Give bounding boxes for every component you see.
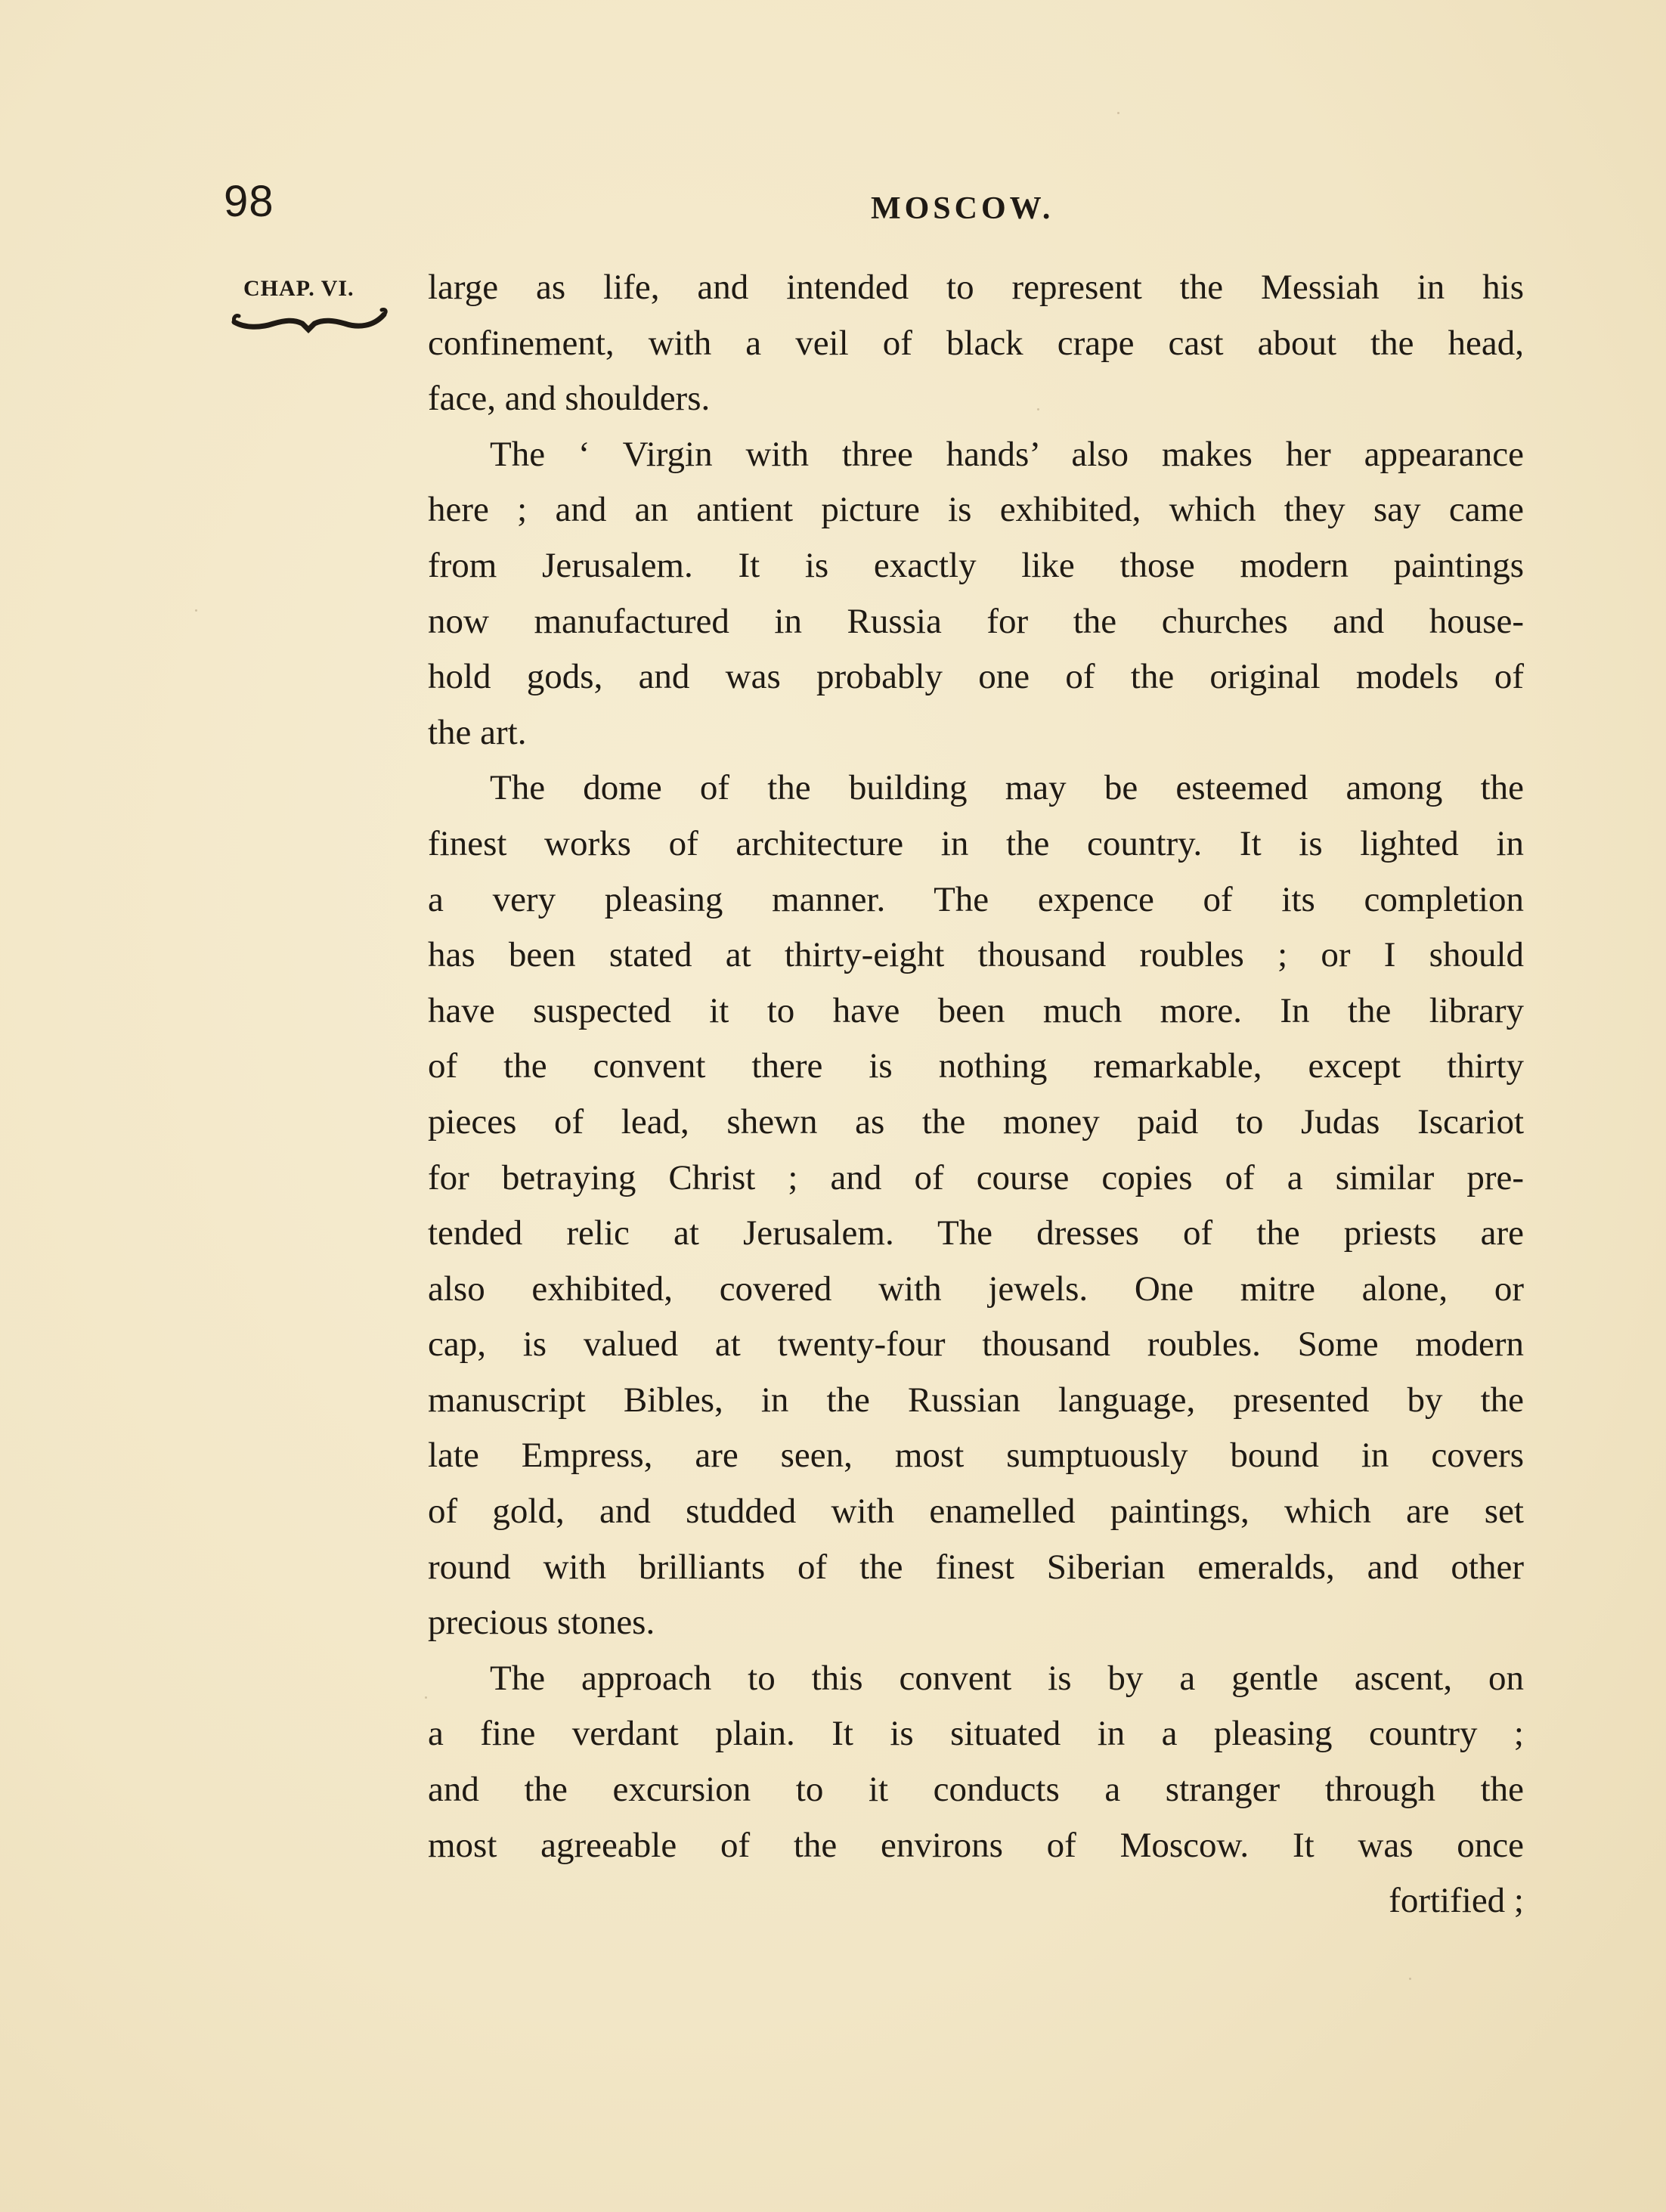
text-line: from Jerusalem. It is exactly like those modern paintings <box>428 545 1524 585</box>
text-line: of gold, and studded with enamelled paintings, which are set <box>428 1492 1524 1532</box>
chapter-label: CHAP. VI. <box>243 276 355 301</box>
text-line: most agreeable of the environs of Moscow. It was once <box>428 1825 1524 1865</box>
text-line: also exhibited, covered with jewels. One mitre alone, or <box>428 1269 1524 1309</box>
paper-speck <box>1409 1978 1411 1980</box>
text-line: The approach to this convent is by a gentle ascent, on <box>490 1658 1524 1698</box>
text-line: confinement, with a veil of black crape cast about the head, <box>428 323 1524 363</box>
running-title: MOSCOW. <box>871 191 1054 226</box>
text-line: for betraying Christ ; and of course copies of a similar pre- <box>428 1157 1524 1197</box>
text-line: large as life, and intended to represent the Messiah in his <box>428 268 1524 307</box>
text-line: hold gods, and was probably one of the original models of <box>428 657 1524 697</box>
text-line: The dome of the building may be esteemed among the <box>490 768 1524 808</box>
text-line: of the convent there is nothing remarkable, except thirty <box>428 1046 1524 1086</box>
paper-speck <box>1117 112 1119 114</box>
text-line: have suspected it to have been much more. In the library <box>428 990 1524 1030</box>
text-line: has been stated at thirty-eight thousand roubles ; or I should <box>428 935 1524 975</box>
text-line: a fine verdant plain. It is situated in a pleasing country ; <box>428 1714 1524 1754</box>
text-line: manuscript Bibles, in the Russian language, presented by the <box>428 1380 1524 1420</box>
text-line: the art. <box>428 712 527 752</box>
text-line: The ‘ Virgin with three hands’ also makes her appearance <box>490 434 1524 474</box>
text-line: pieces of lead, shewn as the money paid to Judas Iscariot <box>428 1101 1524 1142</box>
page-number: 98 <box>224 177 274 226</box>
ornamental-flourish-icon <box>230 305 389 336</box>
text-line: cap, is valued at twenty-four thousand roubles. Some modern <box>428 1324 1524 1365</box>
text-line: round with brilliants of the finest Siberian emeralds, and other <box>428 1547 1524 1587</box>
text-line: late Empress, are seen, most sumptuously bound in covers <box>428 1436 1524 1476</box>
text-line: face, and shoulders. <box>428 379 711 419</box>
paper-speck <box>425 1696 427 1699</box>
text-line: precious stones. <box>428 1603 655 1643</box>
catchword: fortified ; <box>1389 1881 1524 1921</box>
text-line: here ; and an antient picture is exhibited, which they say came <box>428 490 1524 530</box>
text-line: a very pleasing manner. The expence of its completion <box>428 879 1524 919</box>
paper-speck <box>1037 408 1039 410</box>
paper-speck <box>195 609 197 612</box>
text-line: tended relic at Jerusalem. The dresses of the priests are <box>428 1213 1524 1253</box>
text-line: now manufactured in Russia for the churches and house- <box>428 601 1524 641</box>
text-line: and the excursion to it conducts a stranger through the <box>428 1770 1524 1810</box>
body-text <box>428 260 1524 1929</box>
text-line: finest works of architecture in the country. It is lighted in <box>428 823 1524 863</box>
